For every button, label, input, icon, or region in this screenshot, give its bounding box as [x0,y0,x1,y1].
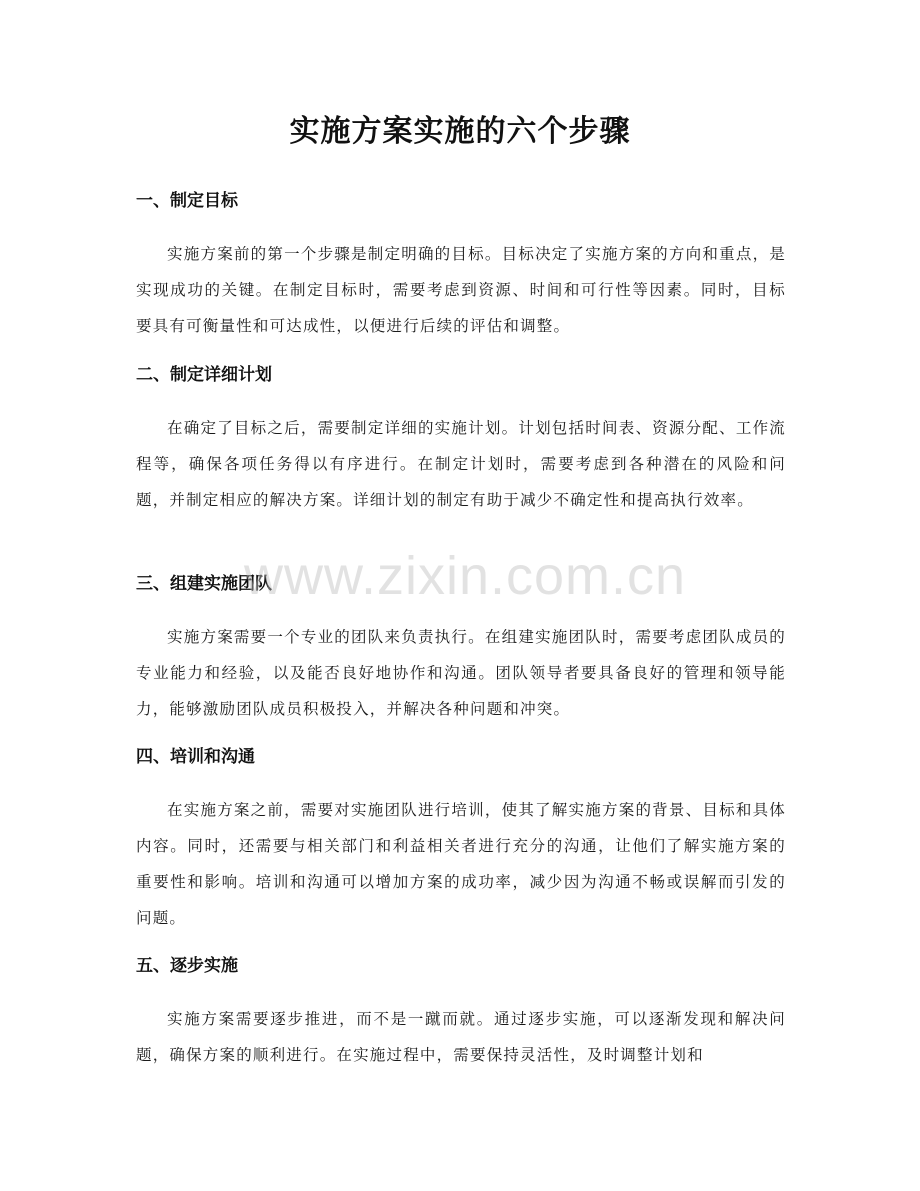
section-heading: 三、组建实施团队 [136,574,272,594]
section-paragraph: 实施方案前的第一个步骤是制定明确的目标。目标决定了实施方案的方向和重点，是实现成功的关键。在制定目标时，需要考虑到资源、时间和可行性等因素。同时，目标要具有可衡量性和可达成性，以便进行后续的评估和调整。 [136,245,786,335]
section-paragraph: 在实施方案之前，需要对实施团队进行培训，使其了解实施方案的背景、目标和具体内容。同时，还需要与相关部门和利益相关者进行充分的沟通，让他们了解实施方案的重要性和影响。培训和沟通可以增加方案的成功率，减少因为沟通不畅或误解而引发的问题。 [136,801,786,927]
section-paragraph: 实施方案需要一个专业的团队来负责执行。在组建实施团队时，需要考虑团队成员的专业能力和经验，以及能否良好地协作和沟通。团队领导者要具备良好的管理和领导能力，能够激励团队成员积极投入，并解决各种问题和冲突。 [136,628,786,718]
section-heading: 四、培训和沟通 [136,747,255,767]
section-2 [136,362,786,518]
section-1 [136,188,786,344]
section-4 [136,744,786,936]
section-heading: 五、逐步实施 [136,956,238,976]
section-paragraph: 实施方案需要逐步推进，而不是一蹴而就。通过逐步实施，可以逐渐发现和解决问题，确保方案的顺利进行。在实施过程中，需要保持灵活性，及时调整计划和 [136,1010,786,1064]
section-heading: 一、制定目标 [136,191,238,211]
document-title: 实施方案实施的六个步骤 [289,114,631,149]
section-3 [136,571,786,727]
section-paragraph: 在确定了目标之后，需要制定详细的实施计划。计划包括时间表、资源分配、工作流程等，确保各项任务得以有序进行。在制定计划时，需要考虑到各种潜在的风险和问题，并制定相应的解决方案。详细计划的制定有助于减少不确定性和提高执行效率。 [136,419,786,509]
section-heading: 二、制定详细计划 [136,365,272,385]
section-5 [136,953,786,1073]
watermark: www.zixin.com.cn [243,546,687,606]
